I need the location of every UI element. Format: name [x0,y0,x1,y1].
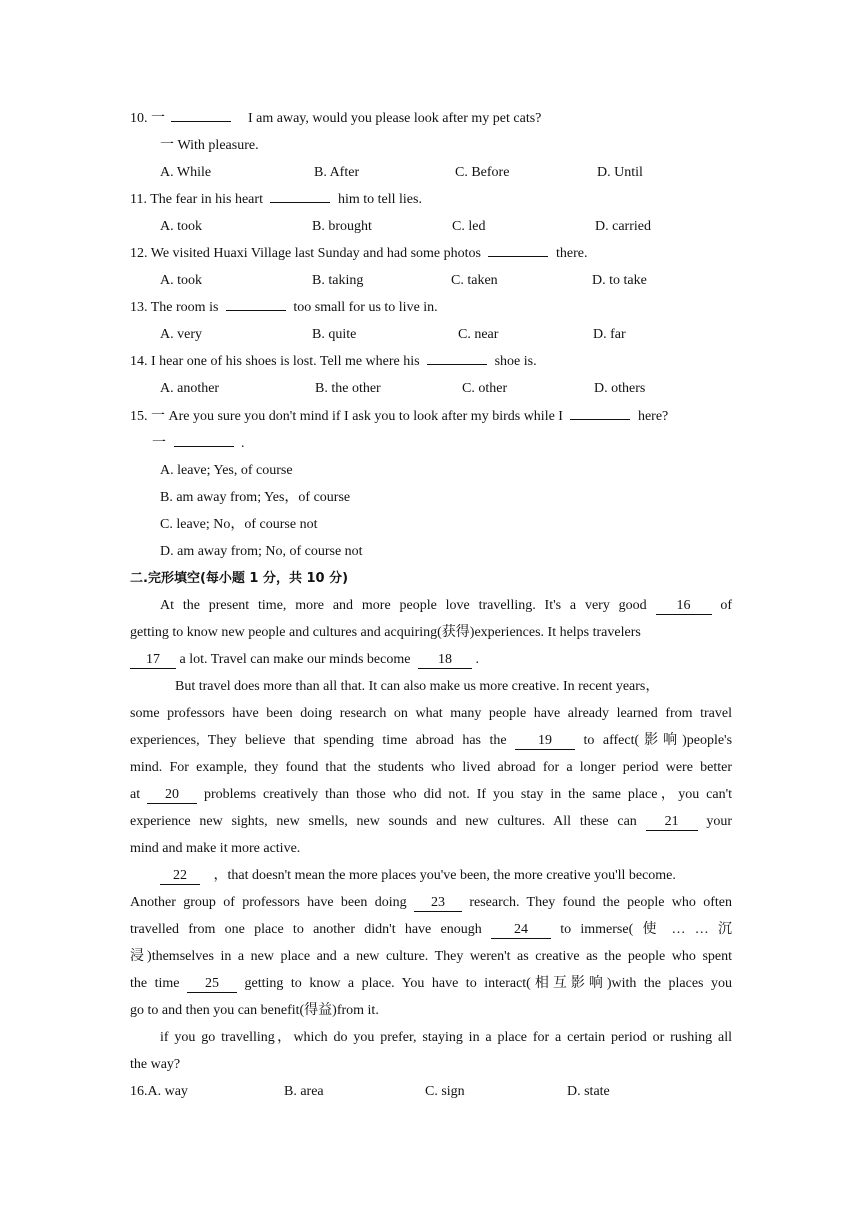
passage-line: if you go travelling，which do you prefer, staying in a place for a certain period or rushing all [160,1030,732,1045]
passage-line: some professors have been doing research on what many people have already learned from travel [130,706,732,721]
question-10 [130,110,541,128]
passage-text: to immerse( 使 … … 沉 [560,922,733,937]
option-d: D. am away from; No, of course not [160,544,363,559]
blank-22: 22 [160,868,200,885]
option-c: C. led [452,219,486,234]
passage-text: to affect(影响)people's [583,733,733,748]
option-d: D. Until [597,165,643,180]
passage-line [130,786,732,804]
question-12 [130,245,587,263]
question-text-end: there. [555,246,588,261]
passage-text: the time [130,976,180,991]
answer-blank [270,202,330,203]
question-text: 13. The room is [130,300,219,315]
answer-blank [570,419,630,420]
passage-line: go to and then you can benefit(得益)from it. [130,1003,379,1018]
blank-25: 25 [187,976,237,993]
question-text-end: shoe is. [494,354,537,369]
option-c: C. Before [455,165,510,180]
option-a: A. very [160,327,202,342]
answer-blank [427,364,487,365]
passage-line: mind. For example, they found that the students who lived abroad for a longer period were better [130,760,732,775]
blank-21: 21 [646,814,698,831]
option-c: C. taken [451,273,498,288]
answer-blank [488,256,548,257]
question-text-end: too small for us to live in. [293,300,438,315]
option-a: A. took [160,219,202,234]
question-13 [130,299,438,317]
passage-text: at [130,787,141,802]
question-number: 10. [130,111,148,126]
option-b: B. am away from; Yes，of course [160,490,351,505]
passage-text: a lot. Travel can make our minds become [179,652,411,667]
blank-20: 20 [147,787,197,804]
passage-line [160,867,676,885]
passage-text: problems creatively than those who did not. If you stay in the same place，you can't [203,787,733,802]
question-text-end: here? [637,409,669,424]
blank-24: 24 [491,922,551,939]
passage-line [130,813,732,831]
option-d: D. to take [592,273,647,288]
question-text: 12. We visited Huaxi Village last Sunday and had some photos [130,246,481,261]
passage-line [160,597,732,615]
option-a: A. leave; Yes, of course [160,463,293,478]
option-d: D. carried [595,219,651,234]
option-b: B. After [314,165,360,180]
option-a: A. While [160,165,212,180]
passage-line: mind and make it more active. [130,841,301,856]
passage-line [130,894,732,912]
option-b: B. the other [315,381,381,396]
option-a: A. another [160,381,220,396]
question-text: 15. 一 Are you sure you don't mind if I ask you to look after my birds while I [130,409,563,424]
option-d: D. far [593,327,626,342]
question-10-reply: 一 With pleasure. [160,138,259,153]
blank-18: 18 [418,652,472,669]
option-c: C. other [462,381,508,396]
answer-blank [226,310,286,311]
question-11 [130,191,422,209]
question-14 [130,353,537,371]
passage-text: your [706,814,732,829]
passage-line: 浸)themselves in a new place and a new culture. They weren't as creative as the people who spent [130,949,732,964]
option-b: B. brought [312,219,372,234]
blank-16: 16 [656,598,712,615]
option-c: C. sign [425,1084,465,1099]
passage-line [130,732,732,750]
question-text: I am away, would you please look after my pet cats? [248,111,542,126]
passage-line [130,921,732,939]
option-d: D. state [567,1084,610,1099]
blank-19: 19 [515,733,575,750]
option-b: B. area [284,1084,324,1099]
passage-text: of [720,598,733,613]
blank-23: 23 [414,895,462,912]
option-c: C. near [458,327,499,342]
dialog-dash: 一 [152,436,166,451]
passage-line [130,651,479,669]
option-b: B. taking [312,273,364,288]
passage-line [130,975,732,993]
question-text: 11. The fear in his heart [130,192,263,207]
passage-text: experiences, They believe that spending time abroad has the [130,733,507,748]
option-c: C. leave; No，of course not [160,517,318,532]
passage-text: travelled from one place to another didn't have enough [130,922,482,937]
passage-line: getting to know new people and cultures and acquiring(获得)experiences. It helps travelers [130,625,641,640]
passage-text: Another group of professors have been doing [130,895,407,910]
question-15-reply [152,435,245,453]
question-15 [130,408,668,426]
sentence-end: . [241,436,245,451]
passage-text: . [475,652,479,667]
passage-line: the way? [130,1057,181,1072]
passage-text: experience new sights, new smells, new sounds and new cultures. All these can [130,814,637,829]
question-text: 14. I hear one of his shoes is lost. Tell me where his [130,354,420,369]
question-text-end: him to tell lies. [337,192,422,207]
answer-blank [171,121,231,122]
blank-17: 17 [130,652,176,669]
passage-text: research. They found the people who often [469,895,733,910]
option-a: 16.A. way [130,1084,188,1099]
answer-blank [174,446,234,447]
option-a: A. took [160,273,202,288]
option-d: D. others [594,381,646,396]
passage-line: But travel does more than all that. It can also make us more creative. In recent years， [175,679,660,694]
option-b: B. quite [312,327,357,342]
dialog-dash: 一 [151,111,165,126]
passage-text: getting to know a place. You have to interact(相互影响)with the places you [244,976,733,991]
section-heading: 二.完形填空(每小题 1 分，共 10 分) [130,571,349,586]
passage-text: ，that doesn't mean the more places you've been, the more creative you'll become. [213,868,676,883]
passage-text: At the present time, more and more people love travelling. It's a very good [160,598,647,613]
